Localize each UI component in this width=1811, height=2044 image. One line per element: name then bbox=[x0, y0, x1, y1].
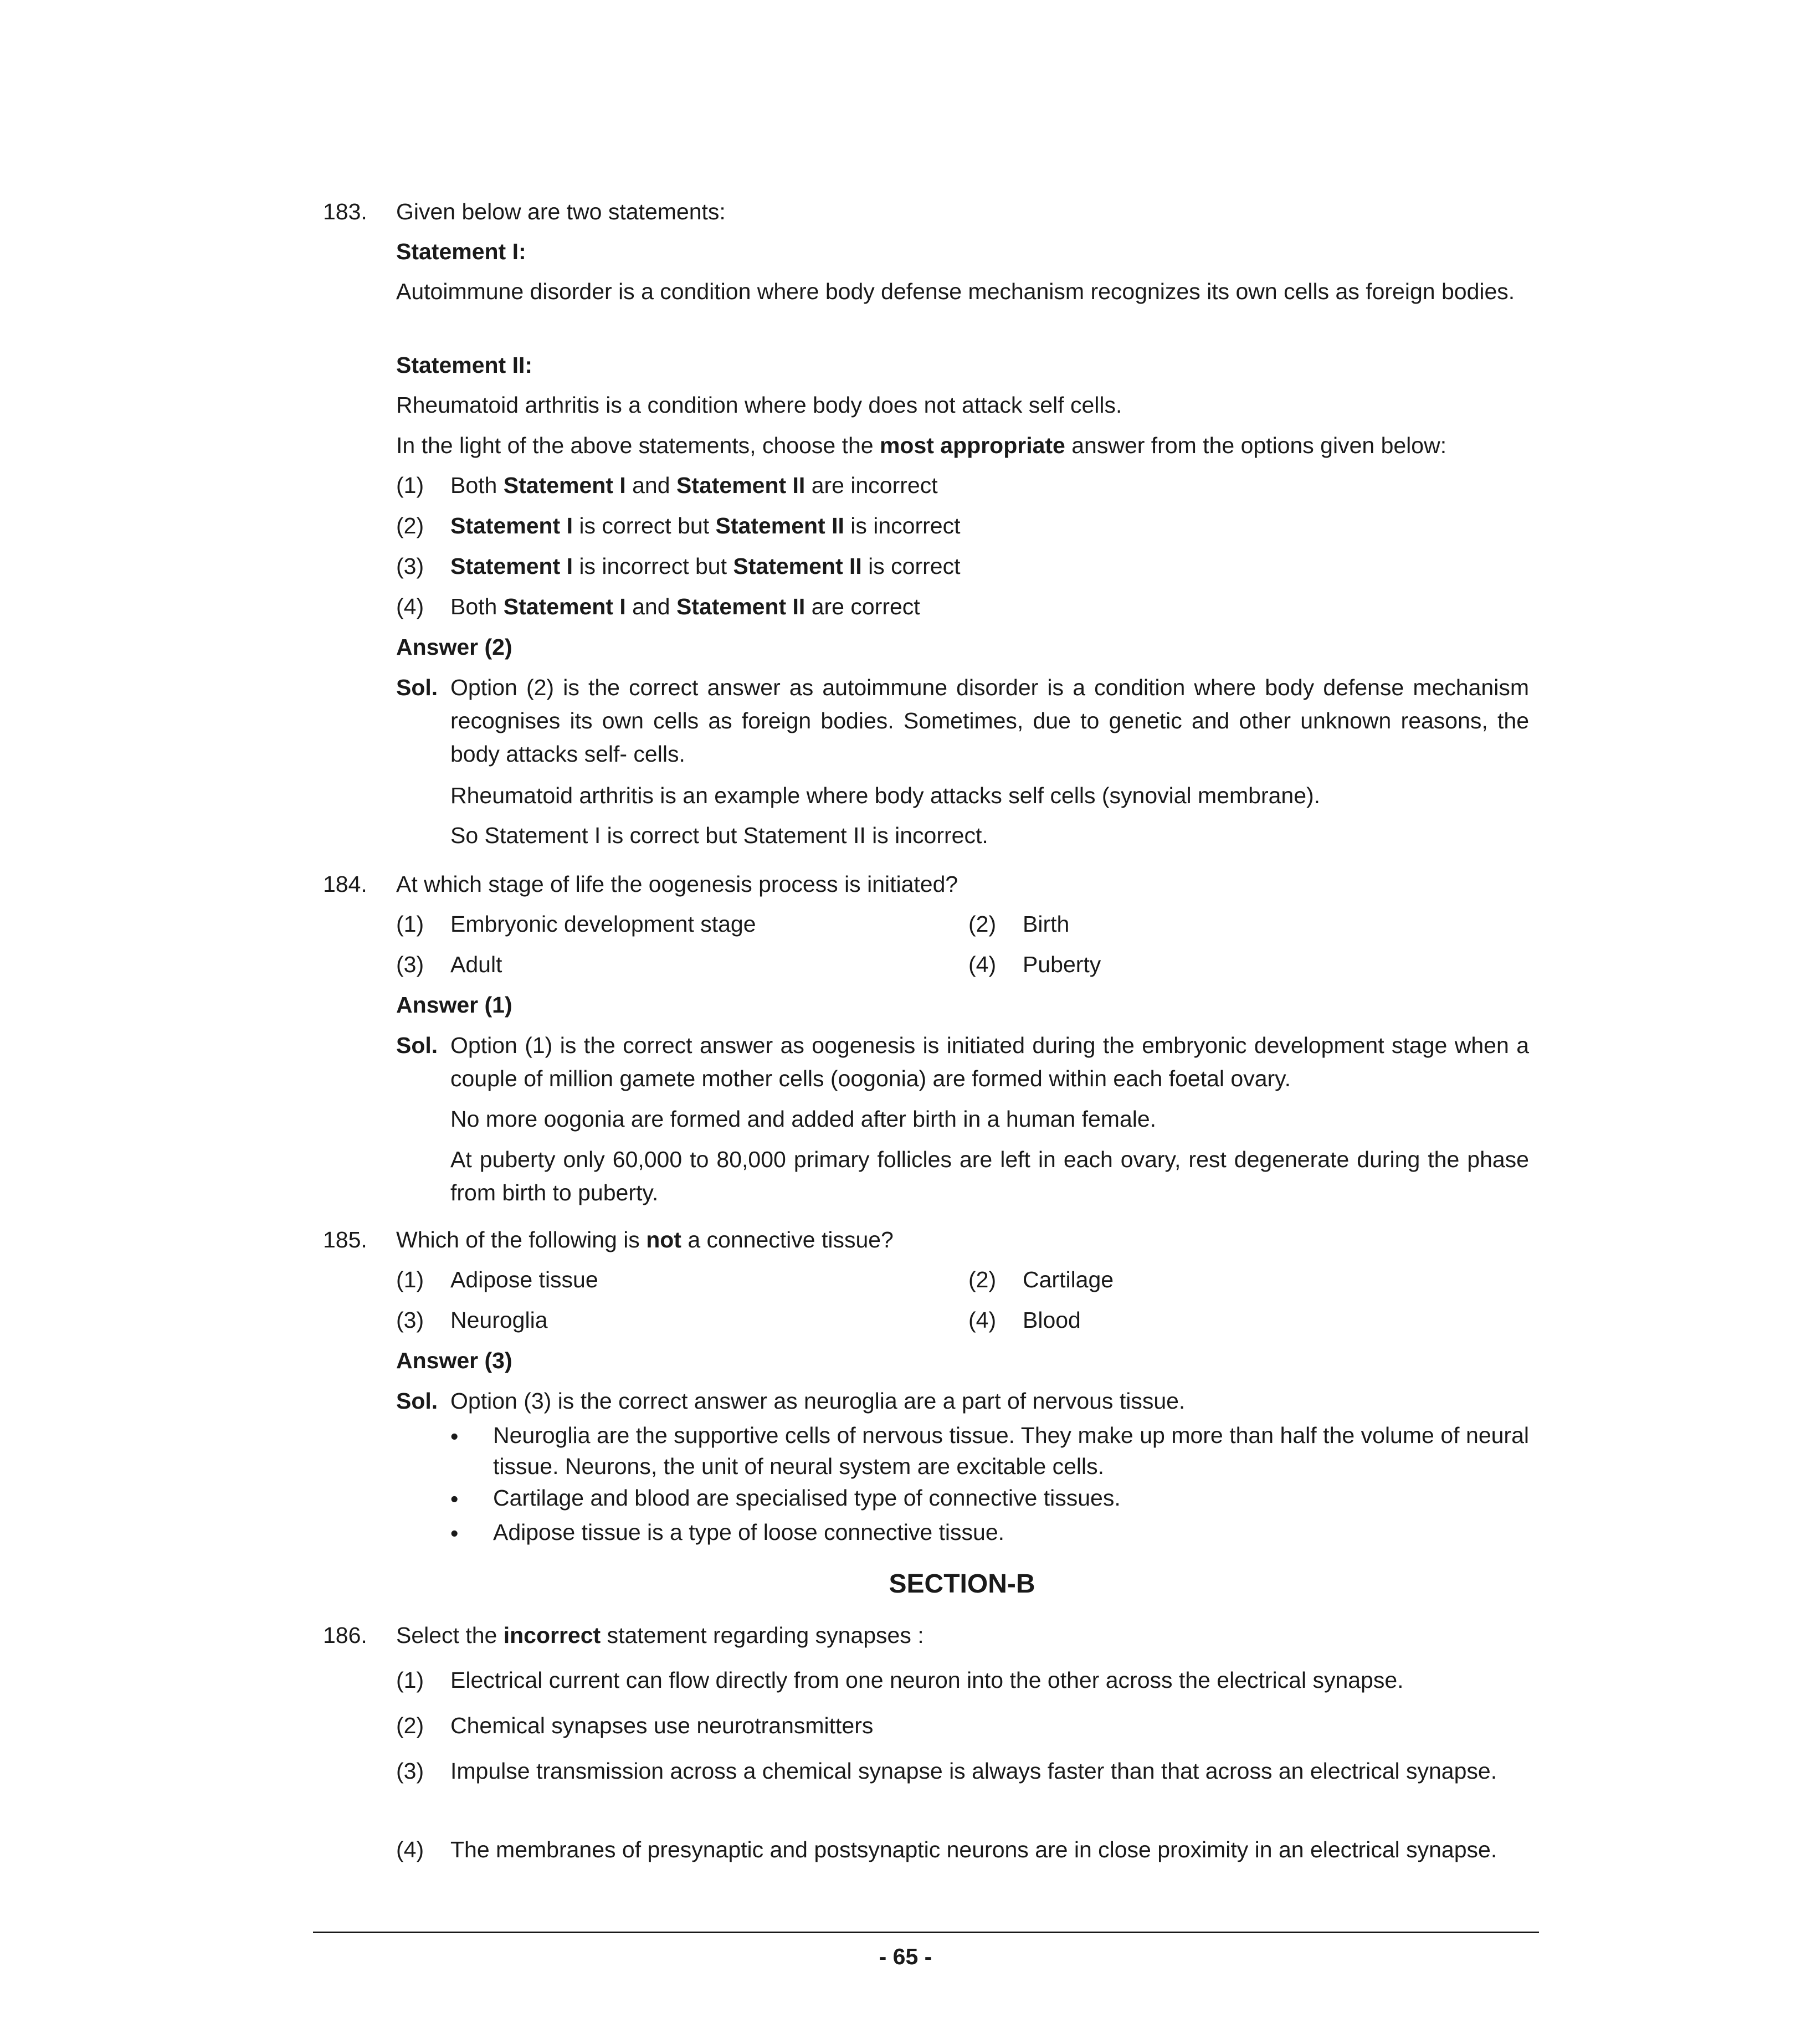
solution-label: Sol. bbox=[396, 675, 438, 700]
option-1: Embryonic development stage bbox=[450, 911, 756, 937]
bullet-icon: • bbox=[450, 1521, 459, 1546]
solution-paragraph: Option (3) is the correct answer as neuroglia are a part of nervous tissue. bbox=[450, 1388, 1186, 1414]
option-number: (3) bbox=[396, 553, 424, 579]
question-number: 184. bbox=[323, 871, 367, 897]
solution-label: Sol. bbox=[396, 1033, 438, 1058]
option-3: Statement I is incorrect but Statement II is correct bbox=[450, 553, 961, 579]
solution-paragraph: So Statement I is correct but Statement II is incorrect. bbox=[450, 823, 988, 848]
option-1: Both Statement I and Statement II are incorrect bbox=[450, 473, 938, 498]
solution-bullet: Adipose tissue is a type of loose connective tissue. bbox=[493, 1519, 1005, 1545]
option-number: (2) bbox=[396, 1713, 424, 1738]
option-number: (3) bbox=[396, 1758, 424, 1784]
question-number: 185. bbox=[323, 1227, 367, 1252]
section-title: SECTION-B bbox=[889, 1569, 1035, 1599]
answer-label: Answer (3) bbox=[396, 1348, 512, 1373]
option-4: Blood bbox=[1023, 1307, 1081, 1333]
option-number: (4) bbox=[396, 594, 424, 619]
option-1: Adipose tissue bbox=[450, 1267, 598, 1292]
statement-1-label: Statement I: bbox=[396, 239, 526, 264]
option-number: (1) bbox=[396, 1667, 424, 1693]
option-number: (2) bbox=[968, 1267, 997, 1292]
answer-label: Answer (1) bbox=[396, 992, 512, 1018]
option-2: Statement I is correct but Statement II is incorrect bbox=[450, 513, 961, 538]
option-4: The membranes of presynaptic and postsynaptic neurons are in close proximity in an electrical synapse. bbox=[450, 1837, 1497, 1862]
solution-label: Sol. bbox=[396, 1388, 438, 1414]
option-number: (1) bbox=[396, 911, 424, 937]
option-4: Both Statement I and Statement II are correct bbox=[450, 594, 920, 619]
solution-bullet: Cartilage and blood are specialised type of connective tissues. bbox=[493, 1485, 1121, 1511]
option-2: Chemical synapses use neurotransmitters bbox=[450, 1713, 874, 1738]
option-number: (3) bbox=[396, 952, 424, 977]
question-number: 183. bbox=[323, 199, 367, 224]
solution-paragraph: No more oogonia are formed and added after birth in a human female. bbox=[450, 1106, 1157, 1132]
bullet-icon: • bbox=[450, 1424, 459, 1449]
option-number: (1) bbox=[396, 473, 424, 498]
question-stem: Select the incorrect statement regarding synapses : bbox=[396, 1622, 924, 1648]
question-stem: Which of the following is not a connective tissue? bbox=[396, 1227, 894, 1252]
question-stem: Given below are two statements: bbox=[396, 199, 726, 224]
option-4: Puberty bbox=[1023, 952, 1101, 977]
option-3: Impulse transmission across a chemical synapse is always faster than that across an electrical synapse. bbox=[450, 1758, 1497, 1784]
answer-label: Answer (2) bbox=[396, 634, 512, 660]
option-number: (4) bbox=[396, 1837, 424, 1862]
option-3: Adult bbox=[450, 952, 502, 977]
option-number: (4) bbox=[968, 1307, 997, 1333]
solution-paragraph: Option (2) is the correct answer as autoimmune disorder is a condition where body defense mechanism recognises its own cells as foreign bodies. Sometimes, due to genetic and other unknown reasons, the body attacks self- cells. bbox=[450, 675, 1529, 767]
option-3: Neuroglia bbox=[450, 1307, 548, 1333]
footer-divider bbox=[313, 1932, 1539, 1933]
option-number: (3) bbox=[396, 1307, 424, 1333]
statement-2-label: Statement II: bbox=[396, 352, 533, 378]
option-2: Cartilage bbox=[1023, 1267, 1114, 1292]
question-prompt: In the light of the above statements, choose the most appropriate answer from the options given below: bbox=[396, 433, 1447, 458]
option-number: (2) bbox=[396, 513, 424, 538]
page-number: - 65 - bbox=[879, 1944, 932, 1969]
question-stem: At which stage of life the oogenesis process is initiated? bbox=[396, 871, 958, 897]
option-1: Electrical current can flow directly from one neuron into the other across the electrical synapse. bbox=[450, 1667, 1404, 1693]
bullet-icon: • bbox=[450, 1486, 459, 1512]
option-2: Birth bbox=[1023, 911, 1070, 937]
statement-2-text: Rheumatoid arthritis is a condition where body does not attack self cells. bbox=[396, 392, 1122, 418]
question-number: 186. bbox=[323, 1622, 367, 1648]
solution-paragraph: At puberty only 60,000 to 80,000 primary follicles are left in each ovary, rest degenerate during the phase from birth to puberty. bbox=[450, 1147, 1529, 1205]
solution-paragraph: Rheumatoid arthritis is an example where body attacks self cells (synovial membrane). bbox=[450, 783, 1321, 808]
solution-bullet: Neuroglia are the supportive cells of nervous tissue. They make up more than half the volume of neural tissue. Neurons, the unit of neural system are excitable cells. bbox=[493, 1422, 1529, 1479]
option-number: (1) bbox=[396, 1267, 424, 1292]
option-number: (4) bbox=[968, 952, 997, 977]
statement-1-text: Autoimmune disorder is a condition where body defense mechanism recognizes its own cells as foreign bodies. bbox=[396, 279, 1515, 304]
option-number: (2) bbox=[968, 911, 997, 937]
solution-paragraph: Option (1) is the correct answer as oogenesis is initiated during the embryonic development stage when a couple of million gamete mother cells (oogonia) are formed within each foetal ovary. bbox=[450, 1033, 1529, 1091]
